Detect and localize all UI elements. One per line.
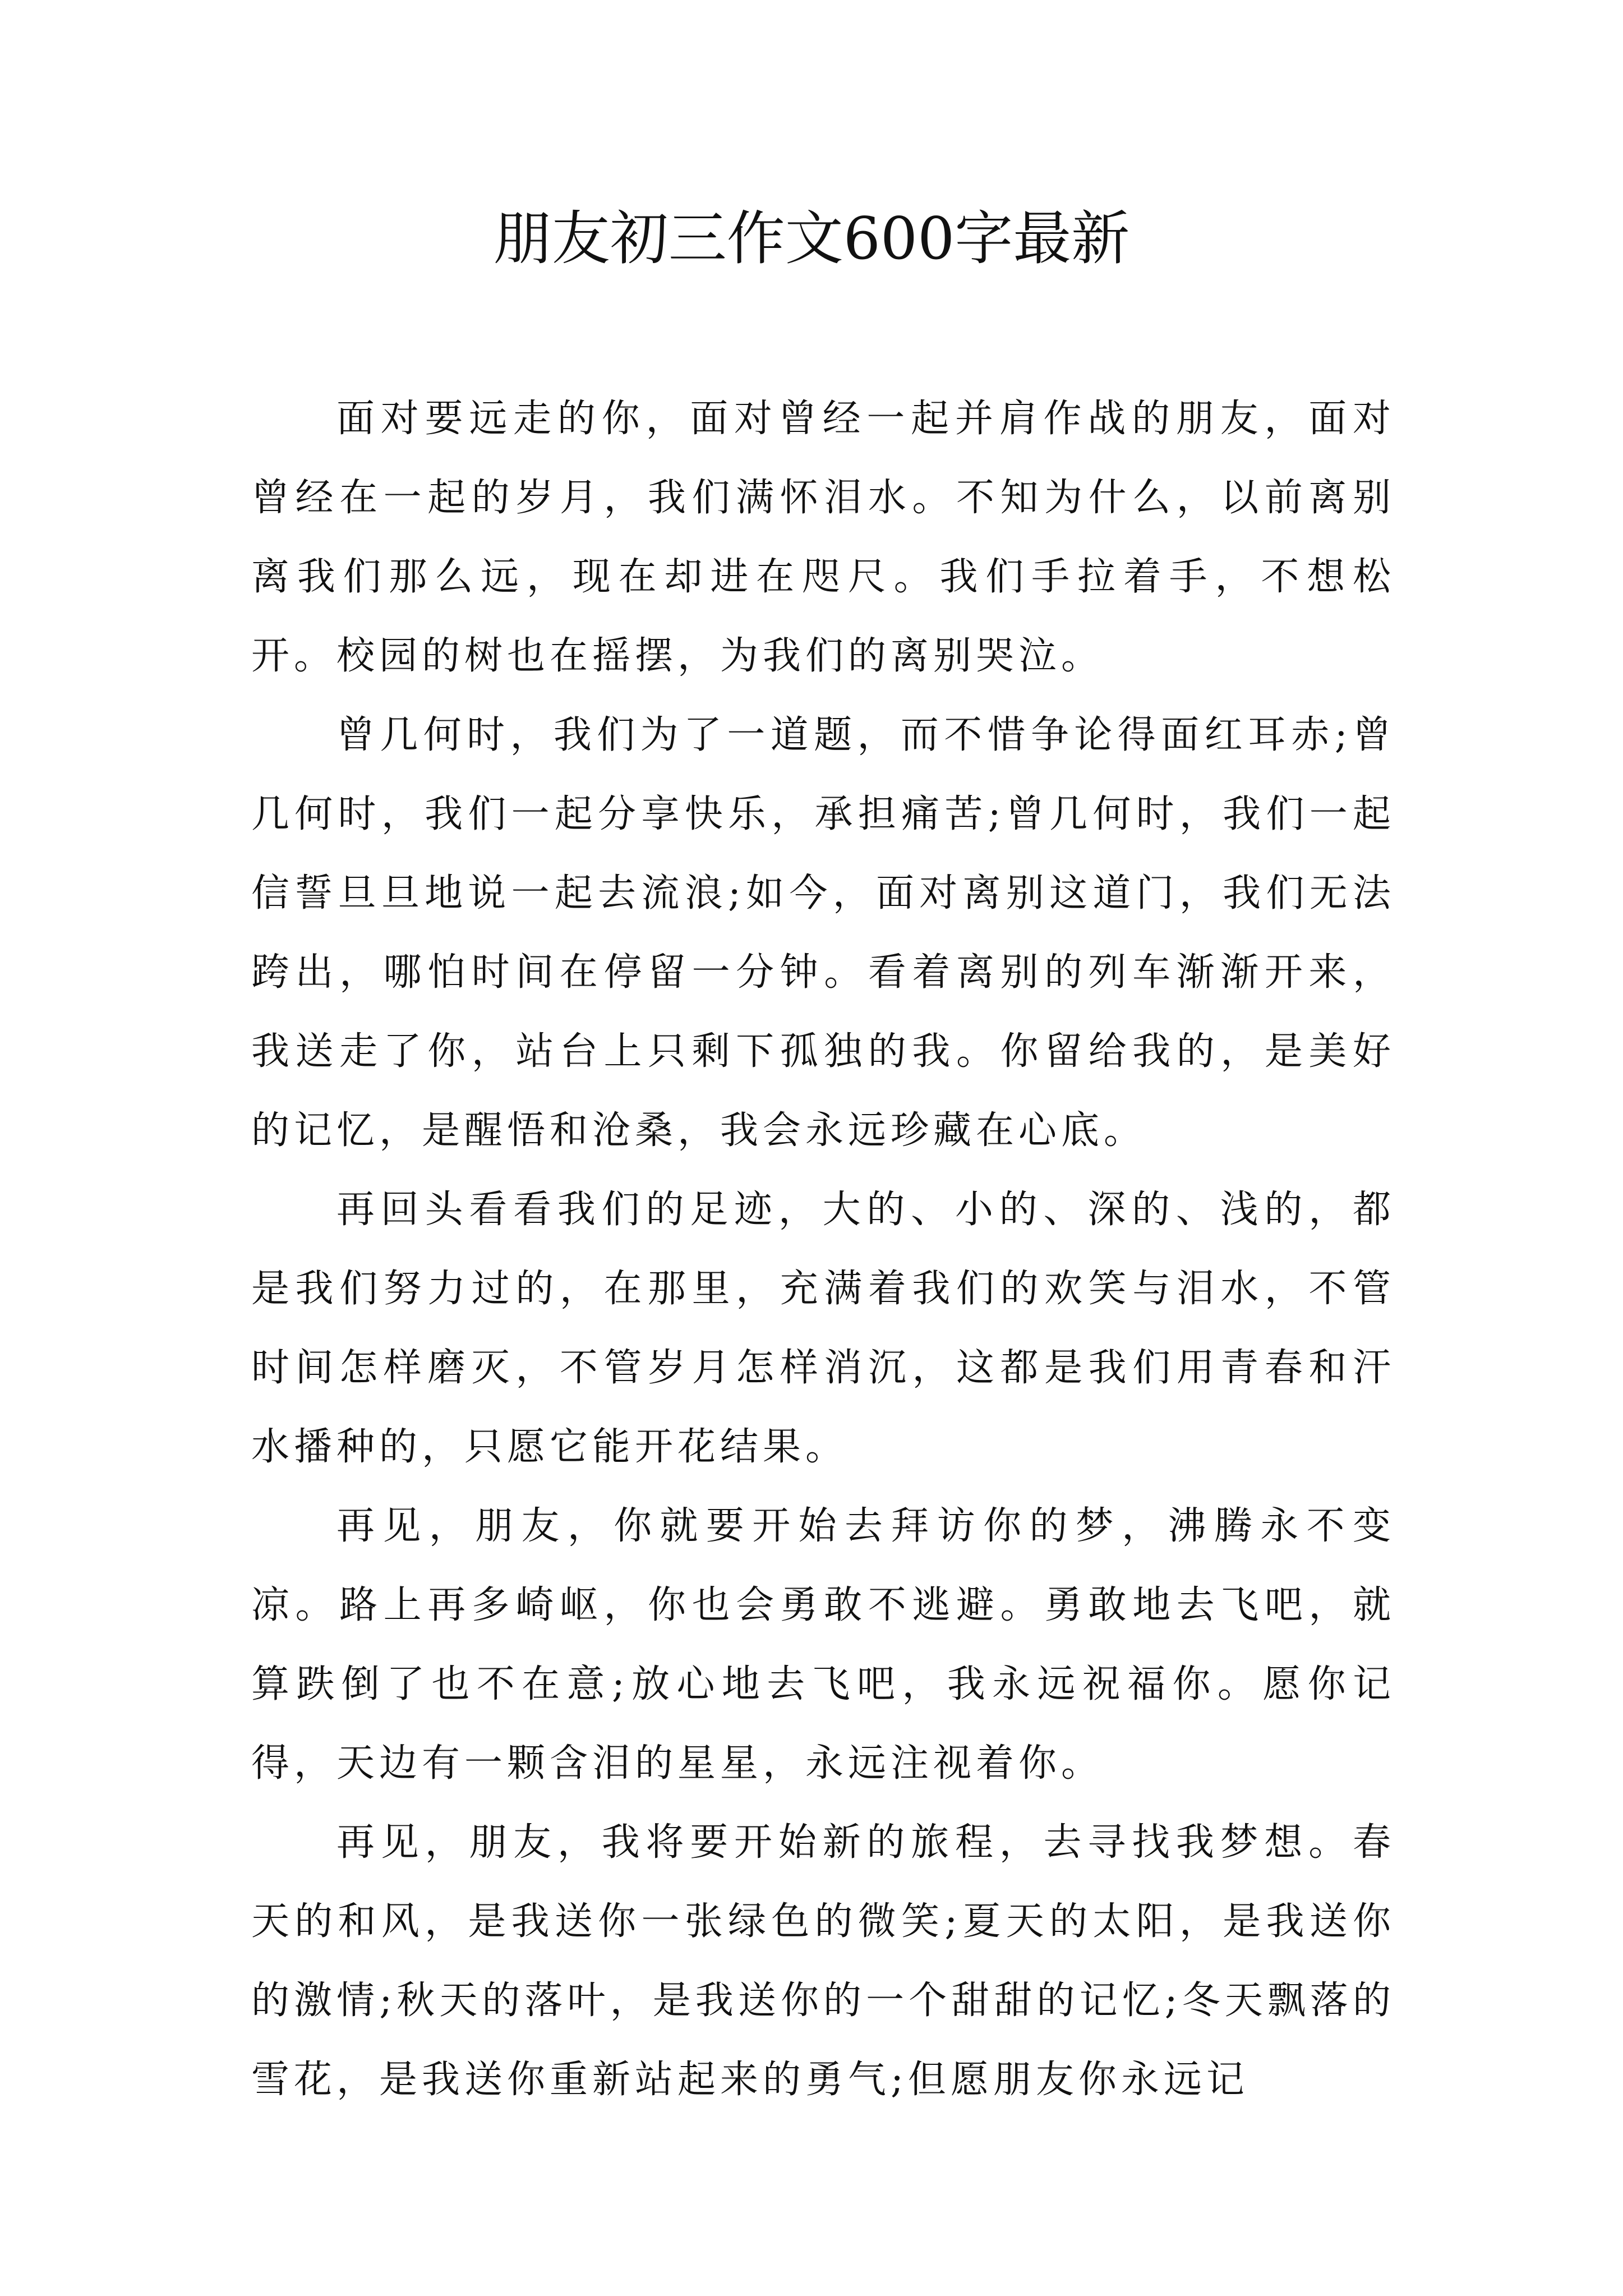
paragraph: 曾几何时，我们为了一道题，而不惜争论得面红耳赤;曾几何时，我们一起分享快乐，承担痛苦;曾几何时，我们一起信誓旦旦地说一起去流浪;如今，面对离别这道门，我们无法跨出，哪怕时间在停留一分钟。看着离别的列车渐渐开来，我送走了你，站台上只剩下孤独的我。你留给我的，是美好的记忆，是醒悟和沧桑，我会永远珍藏在心底。: [251, 713, 1395, 1153]
paragraph: 再见，朋友，我将要开始新的旅程，去寻找我梦想。春天的和风，是我送你一张绿色的微笑;夏天的太阳，是我送你的激情;秋天的落叶，是我送你的一个甜甜的记忆;冬天飘落的雪花，是我送你重新站起来的勇气;但愿朋友你永远记: [251, 1820, 1395, 2102]
paragraph: 再回头看看我们的足迹，大的、小的、深的、浅的，都是我们努力过的，在那里，充满着我们的欢笑与泪水，不管时间怎样磨灭，不管岁月怎样消沉，这都是我们用青春和汗水播种的，只愿它能开花结果。: [251, 1188, 1395, 1469]
paragraph: 面对要远走的你，面对曾经一起并肩作战的朋友，面对曾经在一起的岁月，我们满怀泪水。不知为什么，以前离别离我们那么远，现在却进在咫尺。我们手拉着手，不想松开。校园的树也在摇摆，为我们的离别哭泣。: [251, 397, 1395, 678]
document-title: 朋友初三作文600字最新: [493, 204, 1130, 273]
document-body: [251, 379, 1395, 2119]
paragraph: 再见，朋友，你就要开始去拜访你的梦，沸腾永不变凉。路上再多崎岖，你也会勇敢不逃避。勇敢地去飞吧，就算跌倒了也不在意;放心地去飞吧，我永远祝福你。愿你记得，天边有一颗含泪的星星，永远注视着你。: [251, 1504, 1395, 1786]
